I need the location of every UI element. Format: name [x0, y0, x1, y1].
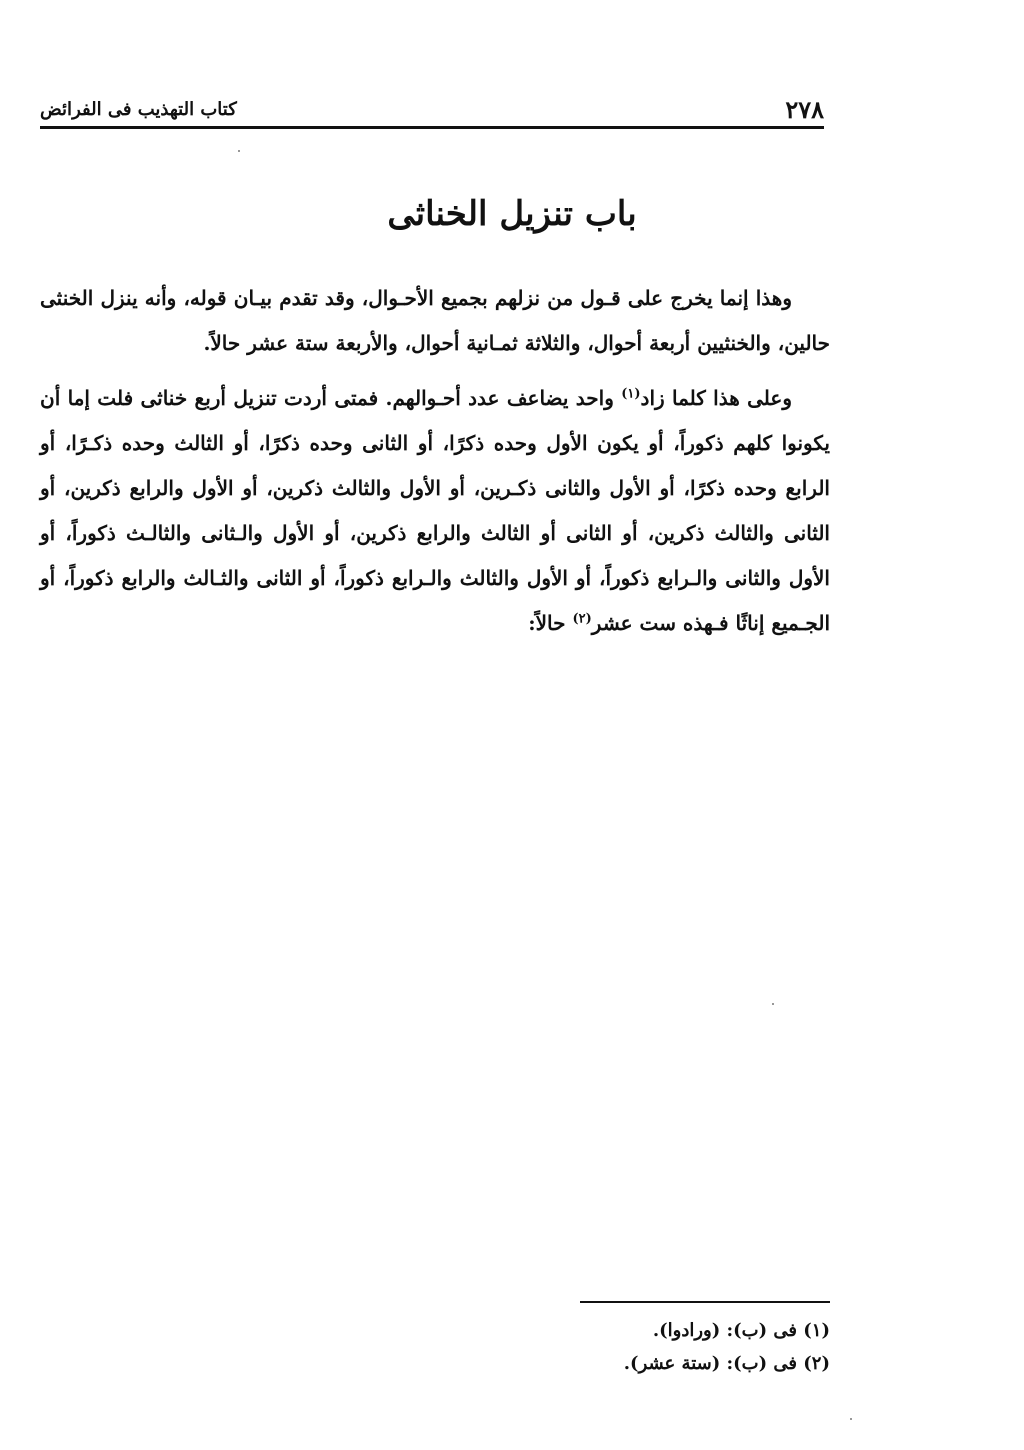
paragraph-1: وهذا إنما يخرج على قـول من نزلهم بجميع الأحـوال، وقد تقدم بيـان قوله، وأنه ينزل الخنثى حالين، والخنثيين أربعة أحوال، والثلاثة ثمـانية أحوال، والأربعة ستة عشر حالاً. [40, 286, 830, 355]
body-text [40, 276, 830, 646]
footnote-rule [580, 1301, 830, 1303]
paragraph-2-end: حالاً: [528, 611, 573, 635]
page-number: ٢٧٨ [785, 94, 824, 124]
footnote-1: (١) فى (ب): (ورادوا). [652, 1320, 830, 1341]
header-rule [40, 126, 824, 129]
paragraph-2-start: وعلى هذا كلما زاد [640, 386, 793, 410]
scan-speck [850, 1418, 852, 1420]
footnote-2: (٢) فى (ب): (ستة عشر). [623, 1353, 830, 1374]
scan-speck [772, 1003, 774, 1005]
footnotes [40, 1314, 830, 1380]
book-title: كتاب التهذيب فى الفرائض [40, 98, 237, 120]
running-header [40, 94, 824, 124]
footnote-ref-2: (٢) [572, 611, 592, 627]
chapter-title: باب تنزيل الخناثى [387, 194, 637, 234]
paragraph-2-mid: واحد يضاعف عدد أحـوالهم. فمتى أردت تنزيل أربع خناثى فلت إما أن يكونوا كلهم ذكوراً، أو يكون الأول وحده ذكرًا، أو الثانى وحده ذكرًا، أو الثالث وحده ذكـرًا، أو الرابع وحده ذكرًا، أو الأول والثانى ذكـرين، أو الأول والثالث ذكرين، أو الأول والرابع ذكرين، أو الثانى والثالث ذكرين، أو الثانى أو الثالث والرابع ذكرين، أو الأول والـثانى والثالـث ذكوراً، أو الأول والثانى والـرابع ذكوراً، أو الأول والثالث والـرابع ذكوراً، أو الثانى والثـالث والرابع ذكوراً، أو الجـميع إناثًا فـهذه ست عشر [40, 386, 830, 635]
paragraph-2 [40, 376, 830, 646]
footnote-ref-1: (١) [621, 386, 641, 402]
scan-speck [238, 150, 240, 152]
